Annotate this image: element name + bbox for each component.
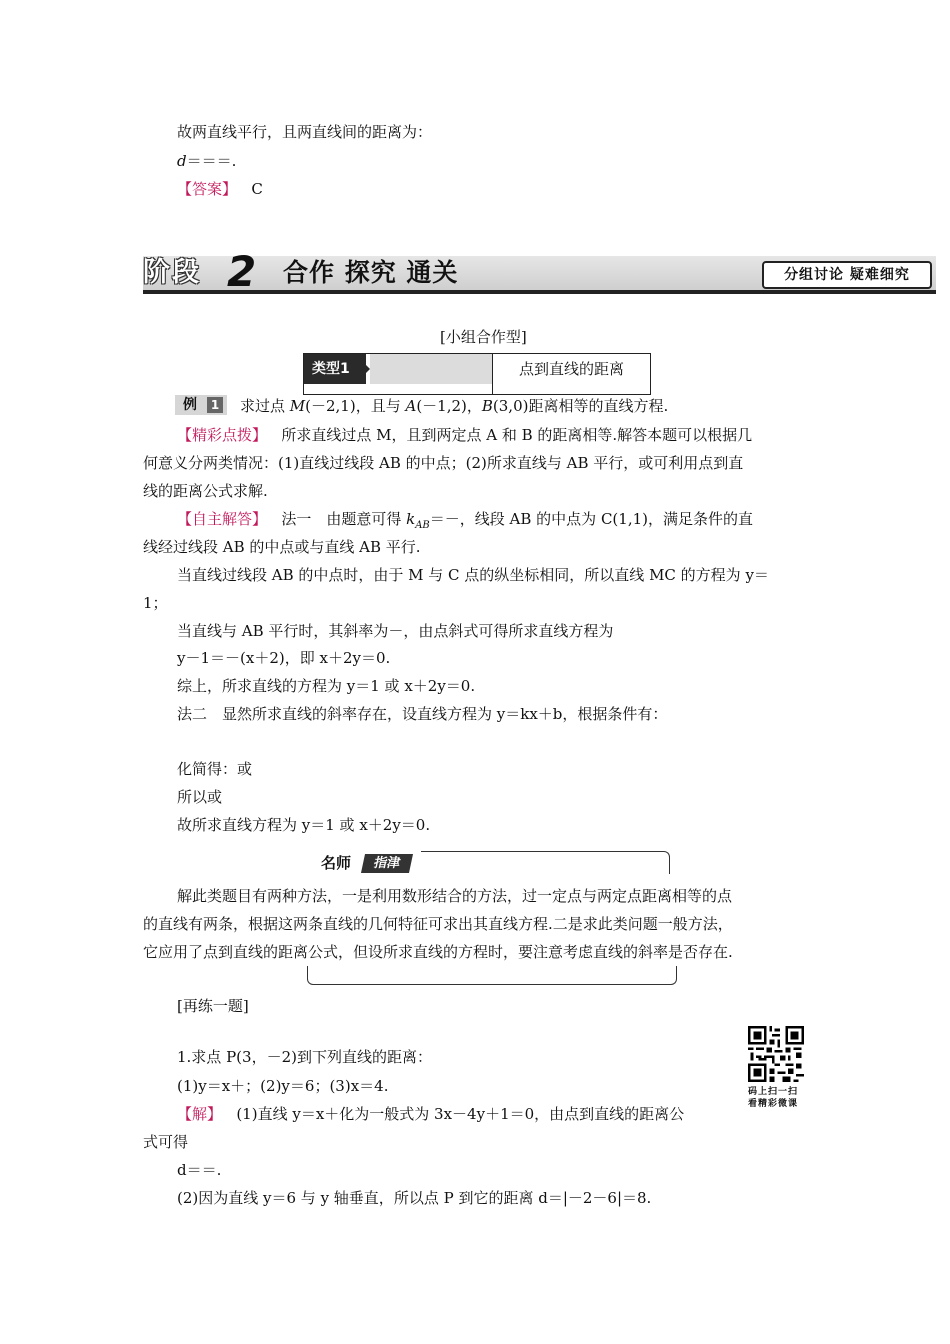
qr-caption-1: 码上扫一扫 xyxy=(748,1087,799,1097)
practice-question-1: 1.求点 P(3，－2)到下列直线的距离： xyxy=(177,1048,432,1066)
practice-solution-1 xyxy=(177,1104,684,1124)
banner-underline xyxy=(143,290,936,294)
point-m: M xyxy=(289,397,306,415)
stage-label: 阶段 xyxy=(143,257,201,288)
q-part: 求过点 xyxy=(240,397,290,415)
solution-line-3: 当直线过线段 AB 的中点时，由于 M 与 C 点的纵坐标相同，所以直线 MC 的方程为 y＝ xyxy=(177,566,769,584)
banner-tag: 分组讨论 疑难细究 xyxy=(762,261,932,289)
example-badge-text: 例 xyxy=(183,397,197,413)
solution-line-11: 故所求直线方程为 y＝1 或 x＋2y＝0. xyxy=(177,816,431,834)
sol-text: ＝－，线段 AB 的中点为 C(1,1)，满足条件的直 xyxy=(429,510,753,528)
type-label: 点到直线的距离 xyxy=(518,360,624,378)
solution-line-5: 当直线与 AB 平行时，其斜率为－，由点斜式可得所求直线方程为 xyxy=(177,622,614,640)
sol-text: 法一 由题意可得 xyxy=(281,510,407,528)
guide-box-bottom xyxy=(307,966,677,985)
point-a: A xyxy=(405,397,417,415)
practice-question-2: (1)y＝x＋；(2)y＝6；(3)x＝4. xyxy=(177,1077,389,1095)
practice-sol-label: 【解】 xyxy=(177,1105,223,1123)
practice-label: [再练一题] xyxy=(177,997,249,1015)
answer-label: 【答案】 xyxy=(177,180,238,198)
type-box xyxy=(303,353,651,395)
practice-solution-3: d＝＝. xyxy=(177,1161,222,1179)
hint-line-1 xyxy=(177,425,752,445)
hint-label: 【精彩点拨】 xyxy=(177,426,268,444)
practice-solution-2: 式可得 xyxy=(143,1133,189,1151)
stage-banner xyxy=(143,247,936,296)
guide-label-tag: 指津 xyxy=(361,854,413,873)
distance-eq: ＝＝＝. xyxy=(186,152,237,170)
answer-value: C xyxy=(251,180,263,198)
hint-line-2: 何意义分两类情况：(1)直线过线段 AB 的中点；(2)所求直线与 AB 平行，或可利用点到直 xyxy=(143,454,744,472)
var-d: d xyxy=(177,152,187,170)
solution-line-1 xyxy=(177,509,753,536)
hint-line-3: 线的距离公式求解. xyxy=(143,482,268,500)
qr-code-icon[interactable] xyxy=(748,1026,804,1082)
guide-line-2: 的直线有两条，根据这两条直线的几何特征可求出其直线方程.二是求此类问题一般方法， xyxy=(143,915,733,933)
guide-line-3: 它应用了点到直线的距离公式，但设所求直线的方程时，要注意考虑直线的斜率是否存在. xyxy=(143,943,733,961)
example-number: 1 xyxy=(207,397,223,413)
conclusion-line: 故两直线平行，且两直线间的距离为： xyxy=(177,123,433,141)
solution-line-4: 1； xyxy=(143,594,168,612)
guide-line-1: 解此类题目有两种方法，一是利用数形结合的方法，过一定点与两定点距离相等的点 xyxy=(177,887,733,905)
q-part: (3,0)距离相等的直线方程. xyxy=(492,397,669,415)
example-question xyxy=(240,396,668,416)
guide-frame xyxy=(421,851,670,874)
example-badge xyxy=(175,395,227,415)
practice-solution-4: (2)因为直线 y＝6 与 y 轴垂直，所以点 P 到它的距离 d＝|－2－6|＝8. xyxy=(177,1189,652,1207)
banner-title: 合作 探究 通关 xyxy=(283,258,459,287)
solution-line-6: y－1＝－(x＋2)，即 x＋2y＝0. xyxy=(177,649,391,667)
guide-label: 名师 xyxy=(321,854,352,872)
practice-sol-text: (1)直线 y＝x＋化为一般式为 3x－4y＋1＝0，由点到直线的距离公 xyxy=(236,1105,685,1123)
distance-line xyxy=(177,151,236,171)
solution-line-10: 所以或 xyxy=(177,788,223,806)
stage-number: 2 xyxy=(227,247,257,296)
qr-caption-2: 看精彩微课 xyxy=(748,1099,799,1109)
solution-line-8: 法二 显然所求直线的斜率存在，设直线方程为 y＝kx＋b，根据条件有： xyxy=(177,705,668,723)
guide-box-top xyxy=(307,851,675,879)
q-part: (－2,1)，且与 xyxy=(305,397,406,415)
section-label: [小组合作型] xyxy=(440,328,527,346)
slope-k: k xyxy=(406,510,416,528)
slope-sub: AB xyxy=(415,520,430,531)
solution-line-2: 线经过线段 AB 的中点或与直线 AB 平行. xyxy=(143,538,421,556)
solution-label: 【自主解答】 xyxy=(177,510,268,528)
type-tag: 类型1 xyxy=(304,354,366,384)
answer-line xyxy=(177,179,263,199)
hint-text-1: 所求直线过点 M，且到两定点 A 和 B 的距离相等.解答本题可以根据几 xyxy=(281,426,753,444)
q-part: (－1,2)， xyxy=(416,397,482,415)
solution-line-9: 化简得：或 xyxy=(177,760,253,778)
solution-line-7: 综上，所求直线的方程为 y＝1 或 x＋2y＝0. xyxy=(177,677,476,695)
point-b: B xyxy=(481,397,493,415)
type-grey-fill xyxy=(370,354,492,384)
